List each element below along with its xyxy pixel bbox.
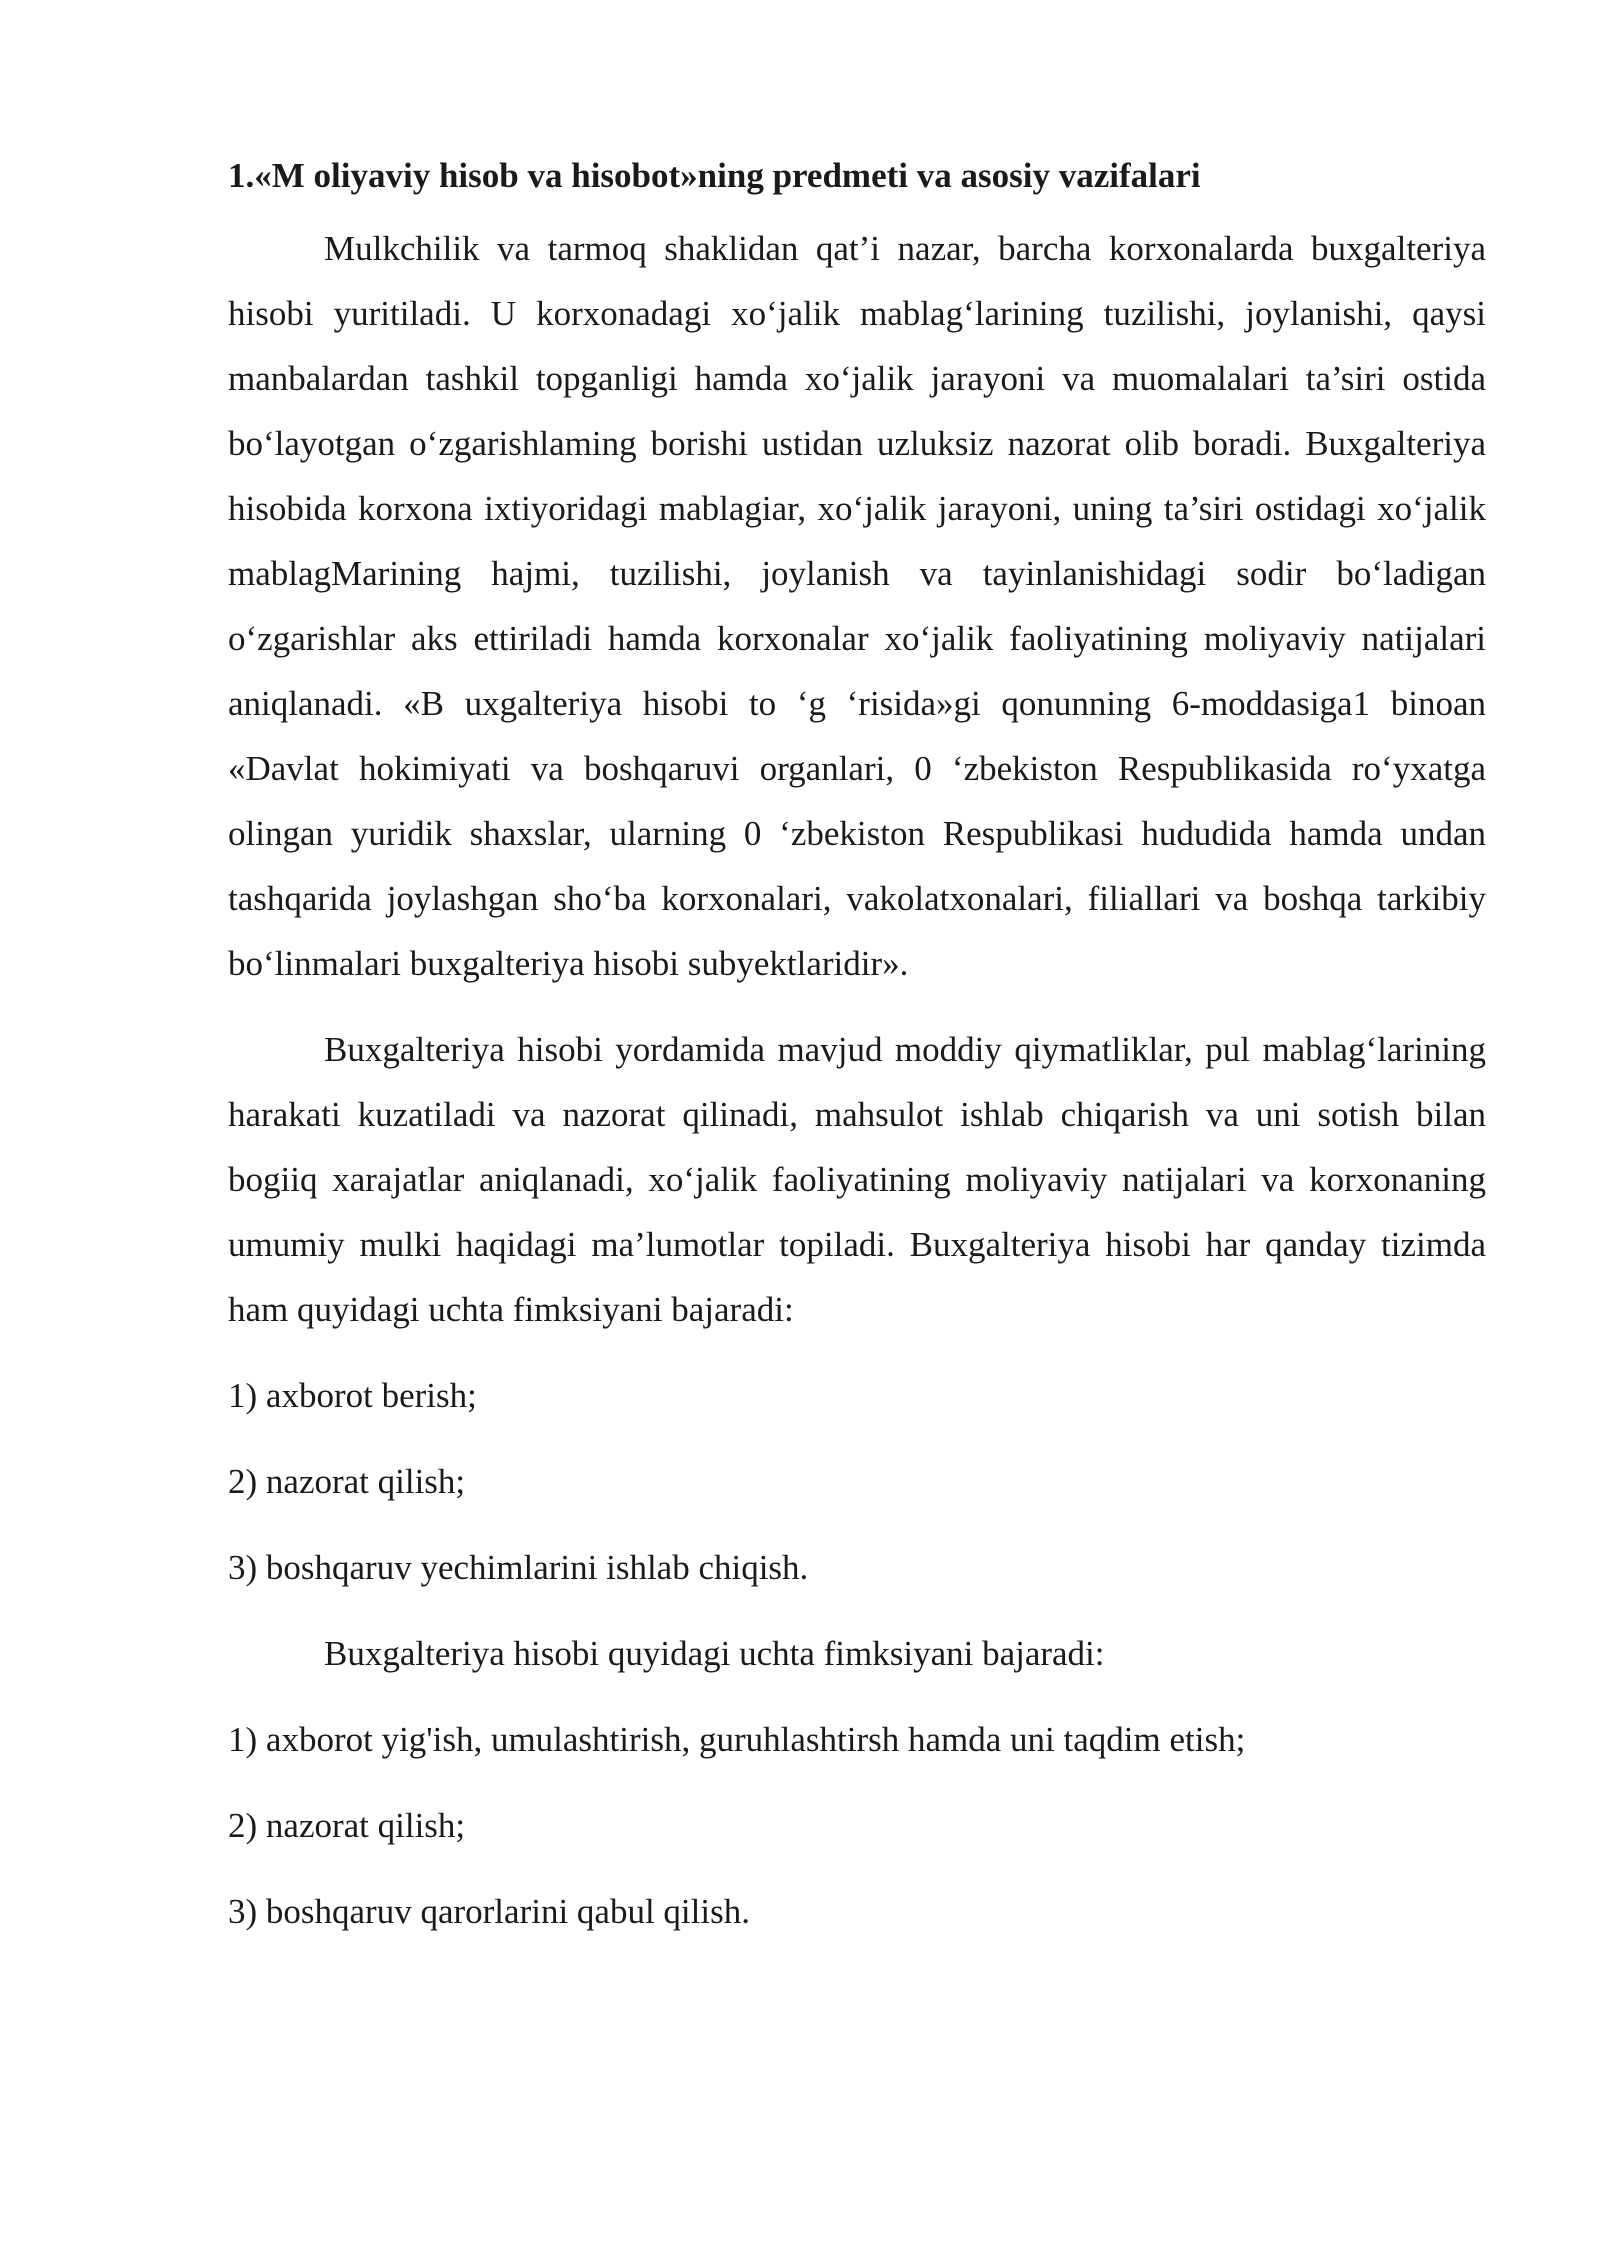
list-item: 2) nazorat qilish; [228,1806,466,1845]
paragraph-functions: Buxgalteriya hisobi yordamida mavjud moddiy qiymatliklar, pul mablag‘larining harakati kuzatiladi va nazorat qilinadi, mahsulot ishlab chiqarish va uni sotish bilan bogiiq xarajatlar aniqlanadi, xo‘jalik faoliyatining moliyaviy natijalari va korxonaning umumiy mulki haqidagi ma’lumotlar topiladi. Buxgalteriya hisobi har qanday tizimda ham quyidagi uchta fimksiyani bajaradi: [228,1030,1486,1329]
section-heading: 1.«M oliyaviy hisob va hisobot»ning predmeti va asosiy vazifalari [228,156,1201,195]
list-item: 2) nazorat qilish; [228,1462,466,1501]
list-item: 1) axborot berish; [228,1376,477,1415]
document-page [228,148,1486,1965]
paragraph-intro: Mulkchilik va tarmoq shaklidan qat’i nazar, barcha korxonalarda buxgalteriya hisobi yuritiladi. U korxonadagi xo‘jalik mablag‘larining tuzilishi, joylanishi, qaysi manbalardan tashkil topganligi hamda xo‘jalik jarayoni va muomalalari ta’siri ostida bo‘layotgan o‘zgarishlaming borishi ustidan uzluksiz nazorat olib boradi. Buxgalteriya hisobida korxona ixtiyoridagi mablagiar, xo‘jalik jarayoni, uning ta’siri ostidagi xo‘jalik mablagMarining hajmi, tuzilishi, joylanish va tayinlanishidagi sodir bo‘ladigan o‘zgarishlar aks ettiriladi hamda korxonalar xo‘jalik faoliyatining moliyaviy natijalari aniqlanadi. «B uxgalteriya hisobi to ‘g ‘risida»gi qonunning 6-moddasiga1 binoan «Davlat hokimiyati va boshqaruvi organlari, 0 ‘zbekiston Respublikasida ro‘yxatga olingan yuridik shaxslar, ularning 0 ‘zbekiston Respublikasi hududida hamda undan tashqarida joylashgan sho‘ba korxonalari, vakolatxonalari, filiallari va boshqa tarkibiy bo‘linmalari buxgalteriya hisobi subyektlaridir». [228,229,1486,983]
paragraph-functions-second: Buxgalteriya hisobi quyidagi uchta fimksiyani bajaradi: [324,1634,1105,1673]
list-item: 3) boshqaruv qarorlarini qabul qilish. [228,1892,750,1931]
list-item: 3) boshqaruv yechimlarini ishlab chiqish. [228,1548,809,1587]
list-item: 1) axborot yig'ish, umulashtirish, guruhlashtirsh hamda uni taqdim etish; [228,1720,1246,1759]
